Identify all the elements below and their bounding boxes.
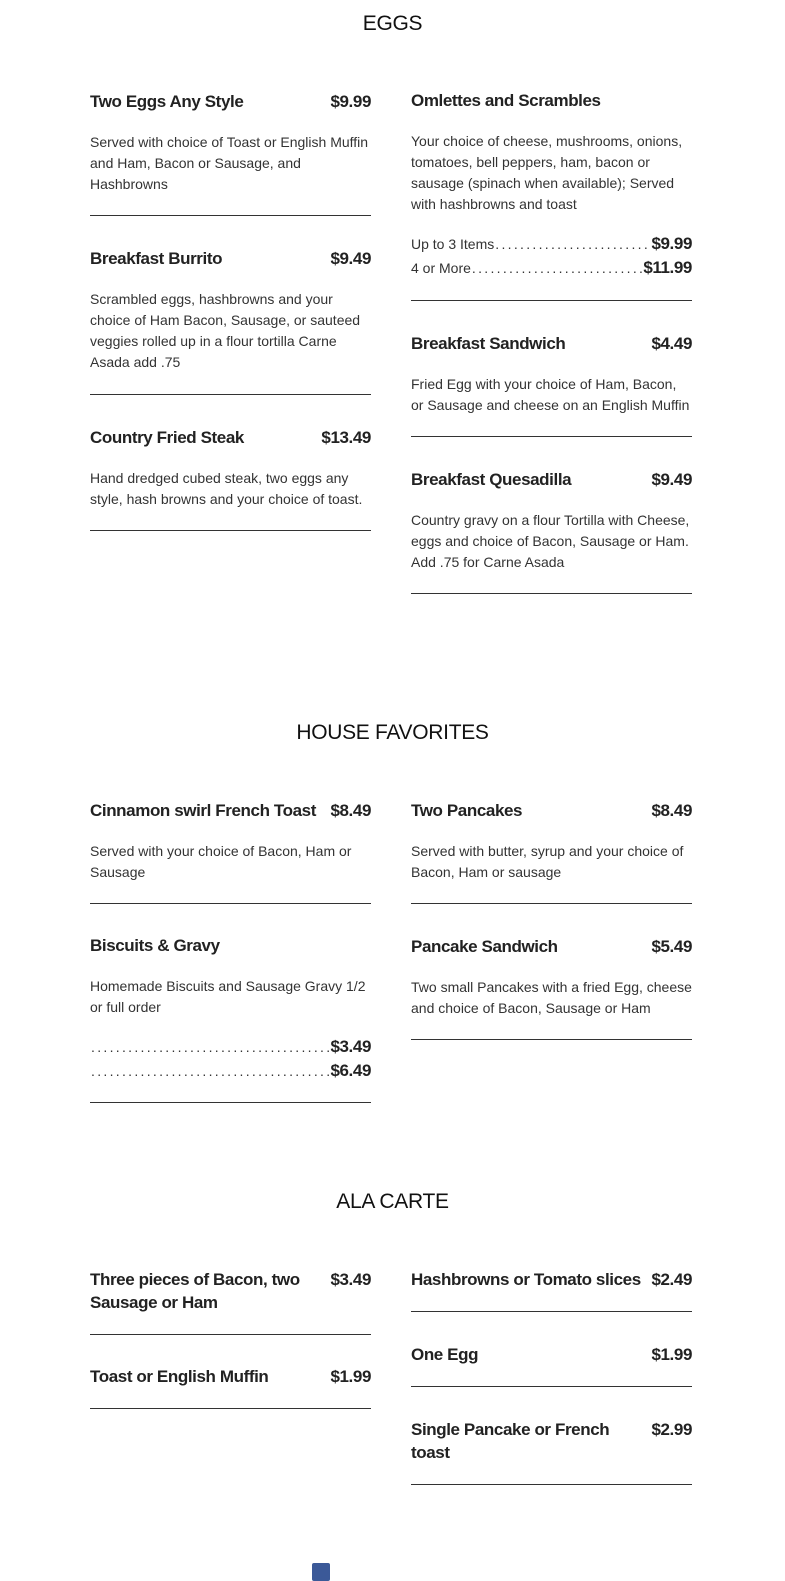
- menu-item: [411, 1343, 692, 1387]
- item-description: Country gravy on a flour Tortilla with Cheese, eggs and choice of Bacon, Sausage or Ham. Add .75 for Carne Asada: [411, 512, 690, 570]
- section-title-ala-carte: ALA CARTE: [336, 1190, 449, 1213]
- dot-leader: [91, 1036, 329, 1059]
- menu-item: [411, 89, 692, 301]
- item-price: $1.99: [330, 1367, 371, 1386]
- dot-leader: [91, 1060, 329, 1083]
- item-name: Breakfast Quesadilla: [411, 470, 572, 489]
- dot-leader: [495, 233, 650, 256]
- item-description: Scrambled eggs, hashbrowns and your choice of Ham Bacon, Sausage, or sauteed veggies rolled up in a flour tortilla Carne Asada add .75: [90, 291, 361, 370]
- menu-item: [90, 799, 371, 904]
- menu-item: [411, 1418, 692, 1485]
- option-price: $6.49: [330, 1061, 371, 1080]
- item-price: $9.49: [330, 249, 371, 268]
- item-description: Two small Pancakes with a fried Egg, cheese and choice of Bacon, Sausage or Ham: [411, 979, 692, 1016]
- item-name: Breakfast Burrito: [90, 249, 223, 268]
- item-description: Hand dredged cubed steak, two eggs any style, hash browns and your choice of toast.: [90, 470, 363, 507]
- item-description: Served with your choice of Bacon, Ham or Sausage: [90, 843, 352, 880]
- price-option: [90, 1059, 371, 1083]
- item-price: $9.99: [330, 92, 371, 111]
- item-name: Three pieces of Bacon, two Sausage or Ham: [90, 1270, 300, 1312]
- menu-item: [90, 1365, 371, 1409]
- item-price: $3.49: [330, 1270, 371, 1289]
- item-name: Hashbrowns or Tomato slices: [411, 1270, 641, 1289]
- item-description: Homemade Biscuits and Sausage Gravy 1/2 or full order: [90, 978, 366, 1015]
- facebook-icon[interactable]: [312, 1563, 330, 1581]
- price-options: [90, 1035, 371, 1083]
- item-name: Breakfast Sandwich: [411, 334, 566, 353]
- item-name: Two Eggs Any Style: [90, 92, 244, 111]
- menu-item: [411, 468, 692, 594]
- option-price: $3.49: [330, 1037, 371, 1056]
- alacarte-right-column: [411, 1254, 692, 1485]
- item-name: Two Pancakes: [411, 801, 523, 820]
- item-price: $4.49: [651, 334, 692, 353]
- eggs-left-column: [90, 76, 371, 531]
- house-right-column: [411, 785, 692, 1040]
- menu-item: [90, 90, 371, 216]
- menu-item: [90, 247, 371, 395]
- item-price: $9.49: [651, 470, 692, 489]
- menu-item: [90, 934, 371, 1103]
- price-option: [411, 256, 692, 280]
- item-price: $13.49: [321, 428, 371, 447]
- option-price: $9.99: [651, 234, 692, 253]
- item-name: Biscuits & Gravy: [90, 936, 220, 955]
- menu-item: [90, 1268, 371, 1335]
- price-options: [411, 232, 692, 280]
- menu-item: [411, 332, 692, 437]
- menu-item: [90, 426, 371, 531]
- section-title-eggs: EGGS: [362, 12, 423, 35]
- option-label: 4 or More: [411, 260, 471, 276]
- menu-item: [411, 1268, 692, 1312]
- item-price: $2.49: [651, 1270, 692, 1289]
- price-option: [411, 232, 692, 256]
- item-name: One Egg: [411, 1345, 479, 1364]
- item-description: Served with choice of Toast or English Muffin and Ham, Bacon or Sausage, and Hashbrowns: [90, 134, 369, 192]
- item-price: $5.49: [651, 937, 692, 956]
- menu-item: [411, 935, 692, 1040]
- item-price: $1.99: [651, 1345, 692, 1364]
- item-name: Pancake Sandwich: [411, 937, 558, 956]
- house-left-column: [90, 785, 371, 1103]
- item-name: Toast or English Muffin: [90, 1367, 269, 1386]
- item-name: Country Fried Steak: [90, 428, 244, 447]
- item-description: Served with butter, syrup and your choice of Bacon, Ham or sausage: [411, 843, 684, 880]
- option-label: Up to 3 Items: [411, 236, 495, 252]
- alacarte-left-column: [90, 1254, 371, 1409]
- item-price: $8.49: [330, 801, 371, 820]
- menu-item: [411, 799, 692, 904]
- item-name: Cinnamon swirl French Toast: [90, 801, 316, 820]
- item-description: Fried Egg with your choice of Ham, Bacon, or Sausage and cheese on an English Muffin: [411, 376, 690, 413]
- option-price: $11.99: [643, 258, 692, 277]
- item-name: Single Pancake or French toast: [411, 1420, 610, 1462]
- price-option: [90, 1035, 371, 1059]
- item-name: Omlettes and Scrambles: [411, 91, 601, 110]
- item-price: $8.49: [651, 801, 692, 820]
- item-price: $2.99: [651, 1420, 692, 1439]
- section-title-house-favorites: HOUSE FAVORITES: [296, 721, 489, 744]
- eggs-right-column: [411, 75, 692, 594]
- dot-leader: [472, 257, 642, 280]
- item-description: Your choice of cheese, mushrooms, onions, tomatoes, bell peppers, ham, bacon or sausage (spinach when available); Served with hashbrowns and toast: [411, 133, 683, 212]
